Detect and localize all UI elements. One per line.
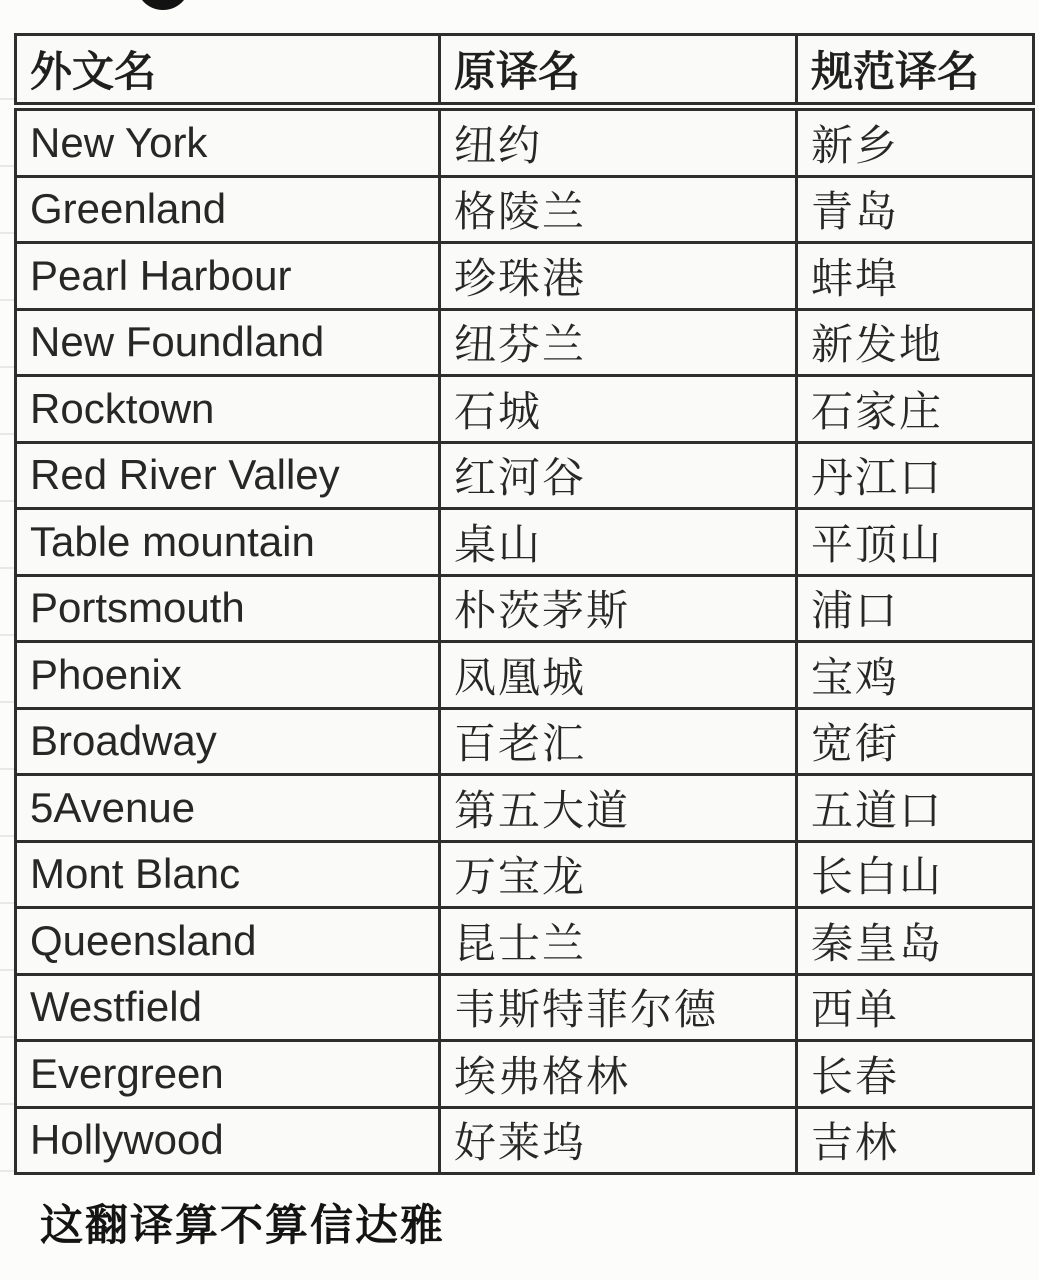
- cell-foreign-name: Queensland: [16, 908, 440, 975]
- cell-original-translation: 珍珠港: [440, 243, 797, 310]
- column-header-foreign-name: 外文名: [16, 35, 440, 107]
- table-row: [16, 107, 1034, 177]
- cell-standard-translation: 石家庄: [797, 376, 1034, 443]
- cell-standard-translation: 蚌埠: [797, 243, 1034, 310]
- cell-original-translation: 百老汇: [440, 708, 797, 775]
- cell-standard-translation: 新乡: [797, 107, 1034, 177]
- table-row: [16, 642, 1034, 709]
- cell-standard-translation: 浦口: [797, 575, 1034, 642]
- photo-margin-lines: [0, 33, 14, 1173]
- cell-foreign-name: Pearl Harbour: [16, 243, 440, 310]
- cell-standard-translation: 宝鸡: [797, 642, 1034, 709]
- cell-original-translation: 红河谷: [440, 442, 797, 509]
- cell-original-translation: 朴茨茅斯: [440, 575, 797, 642]
- cell-foreign-name: Portsmouth: [16, 575, 440, 642]
- cell-standard-translation: 新发地: [797, 309, 1034, 376]
- table-row: [16, 309, 1034, 376]
- cell-original-translation: 格陵兰: [440, 176, 797, 243]
- cell-standard-translation: 青岛: [797, 176, 1034, 243]
- cell-standard-translation: 五道口: [797, 775, 1034, 842]
- cell-foreign-name: New York: [16, 107, 440, 177]
- table-row: [16, 1041, 1034, 1108]
- table-row: [16, 509, 1034, 576]
- cell-standard-translation: 西单: [797, 974, 1034, 1041]
- column-header-original-translation: 原译名: [440, 35, 797, 107]
- cell-original-translation: 凤凰城: [440, 642, 797, 709]
- cell-original-translation: 万宝龙: [440, 841, 797, 908]
- cell-standard-translation: 平顶山: [797, 509, 1034, 576]
- cell-foreign-name: Phoenix: [16, 642, 440, 709]
- cell-foreign-name: Mont Blanc: [16, 841, 440, 908]
- cell-standard-translation: 宽街: [797, 708, 1034, 775]
- table-row: [16, 575, 1034, 642]
- cropped-avatar-icon: [136, 0, 190, 10]
- table-row: [16, 243, 1034, 310]
- cell-original-translation: 纽芬兰: [440, 309, 797, 376]
- cell-original-translation: 昆士兰: [440, 908, 797, 975]
- table-row: [16, 442, 1034, 509]
- cell-foreign-name: New Foundland: [16, 309, 440, 376]
- cell-original-translation: 纽约: [440, 107, 797, 177]
- cell-original-translation: 好莱坞: [440, 1107, 797, 1174]
- cell-foreign-name: Red River Valley: [16, 442, 440, 509]
- table-header-row: [16, 35, 1034, 107]
- cell-standard-translation: 长春: [797, 1041, 1034, 1108]
- table-row: [16, 708, 1034, 775]
- table-row: [16, 775, 1034, 842]
- table-row: [16, 176, 1034, 243]
- table-row: [16, 1107, 1034, 1174]
- cell-foreign-name: Rocktown: [16, 376, 440, 443]
- translation-table-container: [14, 33, 1032, 1175]
- cell-standard-translation: 秦皇岛: [797, 908, 1034, 975]
- cell-foreign-name: 5Avenue: [16, 775, 440, 842]
- cell-original-translation: 石城: [440, 376, 797, 443]
- cell-foreign-name: Hollywood: [16, 1107, 440, 1174]
- cell-original-translation: 桌山: [440, 509, 797, 576]
- column-header-standard-translation: 规范译名: [797, 35, 1034, 107]
- cell-foreign-name: Westfield: [16, 974, 440, 1041]
- table-row: [16, 376, 1034, 443]
- cell-standard-translation: 长白山: [797, 841, 1034, 908]
- cell-standard-translation: 吉林: [797, 1107, 1034, 1174]
- table-row: [16, 841, 1034, 908]
- cell-original-translation: 韦斯特菲尔德: [440, 974, 797, 1041]
- cell-foreign-name: Greenland: [16, 176, 440, 243]
- cell-foreign-name: Table mountain: [16, 509, 440, 576]
- cell-standard-translation: 丹江口: [797, 442, 1034, 509]
- table-row: [16, 908, 1034, 975]
- cell-foreign-name: Evergreen: [16, 1041, 440, 1108]
- cell-original-translation: 埃弗格林: [440, 1041, 797, 1108]
- caption-text: 这翻译算不算信达雅: [40, 1202, 445, 1250]
- table-row: [16, 974, 1034, 1041]
- translation-table: [14, 33, 1035, 1175]
- cell-original-translation: 第五大道: [440, 775, 797, 842]
- cell-foreign-name: Broadway: [16, 708, 440, 775]
